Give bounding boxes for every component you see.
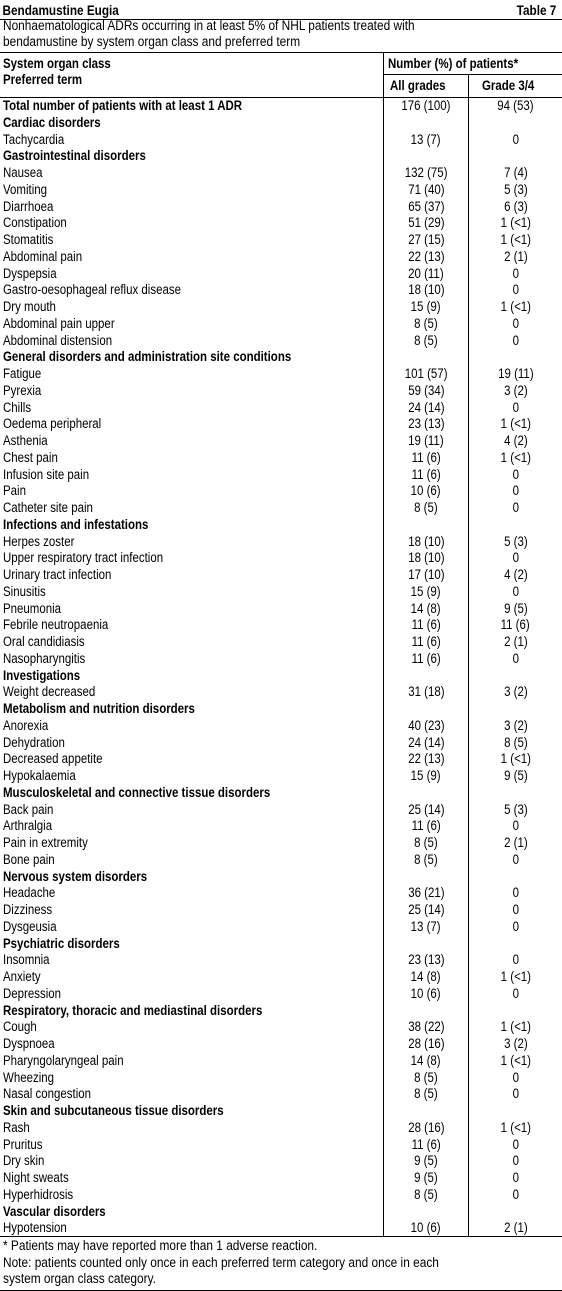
category-row xyxy=(0,115,562,132)
all-grades-value: 24 (14) xyxy=(407,399,445,415)
system-organ-class: Infections and infestations xyxy=(3,516,149,532)
system-organ-class: Skin and subcutaneous tissue disorders xyxy=(3,1103,224,1118)
preferred-term: Anxiety xyxy=(3,969,41,984)
grade34-value: 2 (1) xyxy=(503,634,528,649)
all-grades-value: 11 (6) xyxy=(411,818,441,834)
all-grades-value: 23 (13) xyxy=(407,952,445,968)
grade34-value: 7 (4) xyxy=(503,165,528,180)
table-body xyxy=(0,98,562,1237)
preferred-term: Dizziness xyxy=(3,902,53,917)
category-row xyxy=(0,668,562,685)
preferred-term: Anorexia xyxy=(3,717,49,733)
grade34-value: 8 (5) xyxy=(503,734,528,750)
preferred-term: Oral candidiasis xyxy=(3,634,85,649)
grade34-value: 3 (2) xyxy=(503,382,528,398)
system-organ-class: Investigations xyxy=(3,667,81,683)
table-row xyxy=(0,718,562,735)
grade34-value: 94 (53) xyxy=(497,98,534,113)
all-grades-value: 51 (29) xyxy=(407,215,445,231)
grade34-value: 0 xyxy=(512,1136,519,1152)
preferred-term: Night sweats xyxy=(3,1170,69,1185)
soc-column-header: System organ class xyxy=(3,56,111,71)
all-grades-value: 11 (6) xyxy=(411,466,441,482)
all-grades-value: 19 (11) xyxy=(408,433,444,448)
preferred-term: Infusion site pain xyxy=(3,466,90,482)
grade34-header: Grade 3/4 xyxy=(482,78,535,93)
table-row xyxy=(0,333,562,350)
all-grades-value: 10 (6) xyxy=(411,483,441,499)
footnote-note: Note: patients counted only once in each preferred term category and once in each system organ class category. xyxy=(3,1254,439,1286)
all-grades-value: 40 (23) xyxy=(407,717,445,733)
preferred-term: Total number of patients with at least 1 ADR xyxy=(3,98,243,113)
preferred-term: Wheezing xyxy=(3,1069,55,1085)
all-grades-value: 8 (5) xyxy=(414,1086,438,1102)
preferred-term: Decreased appetite xyxy=(3,751,103,767)
table-row xyxy=(0,483,562,500)
preferred-term: Dyspnoea xyxy=(3,1036,55,1051)
grade34-value: 0 xyxy=(512,918,519,934)
all-grades-header: All grades xyxy=(390,78,446,93)
preferred-term: Pneumonia xyxy=(3,600,62,616)
table-label: Table 7 xyxy=(516,1,557,18)
preferred-term: Chest pain xyxy=(3,449,58,465)
table-row xyxy=(0,132,562,149)
preferred-term: Pharyngolaryngeal pain xyxy=(3,1052,124,1068)
preferred-term: Constipation xyxy=(3,215,67,231)
preferred-term: Vomiting xyxy=(3,181,48,197)
grade34-value: 3 (2) xyxy=(503,684,528,700)
preferred-term: Catheter site pain xyxy=(3,500,93,515)
table-row xyxy=(0,969,562,986)
system-organ-class: Respiratory, thoracic and mediastinal disorders xyxy=(3,1002,263,1018)
all-grades-value: 23 (13) xyxy=(407,416,445,432)
preferred-term: Hypotension xyxy=(3,1220,67,1236)
table-row xyxy=(0,634,562,651)
preferred-term: Dehydration xyxy=(3,734,65,750)
all-grades-value: 25 (14) xyxy=(407,902,445,917)
all-grades-value: 8 (5) xyxy=(414,332,438,348)
table-row xyxy=(0,802,562,819)
category-row xyxy=(0,1103,562,1120)
all-grades-value: 59 (34) xyxy=(407,382,445,398)
system-organ-class: Gastrointestinal disorders xyxy=(3,148,146,164)
preferred-term: Dyspepsia xyxy=(3,265,57,281)
grade34-value: 0 xyxy=(512,332,519,348)
all-grades-value: 18 (10) xyxy=(407,550,445,566)
all-grades-value: 31 (18) xyxy=(407,684,445,700)
table-row xyxy=(0,467,562,484)
table-row xyxy=(0,232,562,249)
preferred-term: Abdominal distension xyxy=(3,332,113,348)
preferred-term: Arthralgia xyxy=(3,818,53,834)
grade34-value: 5 (3) xyxy=(503,801,528,817)
table-row xyxy=(0,215,562,232)
category-row xyxy=(0,349,562,366)
preferred-term: Abdominal pain xyxy=(3,248,83,264)
table-row xyxy=(0,383,562,400)
grade34-value: 5 (3) xyxy=(503,181,528,197)
preferred-term: Gastro-oesophageal reflux disease xyxy=(3,282,181,298)
preferred-term: Diarrhoea xyxy=(3,198,54,214)
preferred-term: Insomnia xyxy=(3,952,50,968)
all-grades-value: 8 (5) xyxy=(414,315,438,331)
preferred-term: Pruritus xyxy=(3,1136,43,1152)
grade34-value: 9 (5) xyxy=(503,768,528,783)
preferred-term: Depression xyxy=(3,985,62,1001)
all-grades-value: 65 (37) xyxy=(407,198,445,214)
preferred-term: Herpes zoster xyxy=(3,533,75,549)
preferred-term: Nasal congestion xyxy=(3,1086,92,1102)
group-header-rule xyxy=(384,74,562,75)
grade34-value: 0 xyxy=(512,1069,519,1085)
preferred-term: Abdominal pain upper xyxy=(3,315,115,331)
grade34-value: 0 xyxy=(512,315,519,331)
system-organ-class: Musculoskeletal and connective tissue disorders xyxy=(3,784,271,800)
footnote-asterisk: * Patients may have reported more than 1 adverse reaction. xyxy=(3,1238,318,1253)
category-row xyxy=(0,936,562,953)
grade34-value: 1 (<1) xyxy=(500,1052,531,1068)
all-grades-value: 14 (8) xyxy=(411,969,441,984)
grade34-value: 0 xyxy=(512,1186,519,1202)
all-grades-value: 14 (8) xyxy=(411,600,441,616)
grade34-value: 2 (1) xyxy=(503,1220,528,1236)
total-row xyxy=(0,98,562,115)
table-row xyxy=(0,1036,562,1053)
table-row xyxy=(0,366,562,383)
preferred-term: Nasopharyngitis xyxy=(3,650,86,666)
preferred-term: Chills xyxy=(3,399,32,415)
all-grades-value: 8 (5) xyxy=(414,851,438,867)
grade34-value: 1 (<1) xyxy=(500,969,531,984)
table-row xyxy=(0,249,562,266)
preferred-term: Urinary tract infection xyxy=(3,567,112,582)
system-organ-class: Psychiatric disorders xyxy=(3,935,120,951)
all-grades-value: 8 (5) xyxy=(414,1186,438,1202)
table-row xyxy=(0,299,562,316)
preferred-term: Tachycardia xyxy=(3,131,65,147)
category-row xyxy=(0,701,562,718)
preferred-term: Bone pain xyxy=(3,851,55,867)
grade34-value: 0 xyxy=(512,902,519,917)
grade34-value: 6 (3) xyxy=(503,198,528,214)
all-grades-value: 10 (6) xyxy=(411,1220,441,1236)
grade34-value: 5 (3) xyxy=(503,533,528,549)
table-row xyxy=(0,952,562,969)
preferred-term: Stomatitis xyxy=(3,232,54,247)
table-row xyxy=(0,1137,562,1154)
preferred-term: Hyperhidrosis xyxy=(3,1186,74,1202)
all-grades-value: 10 (6) xyxy=(411,985,441,1001)
table-row xyxy=(0,617,562,634)
table-row xyxy=(0,1086,562,1103)
preferred-term: Dry mouth xyxy=(3,299,56,314)
all-grades-value: 28 (16) xyxy=(407,1036,445,1051)
table-row xyxy=(0,282,562,299)
grade34-value: 0 xyxy=(512,985,519,1001)
all-grades-value: 36 (21) xyxy=(407,885,445,901)
all-grades-value: 38 (22) xyxy=(407,1019,445,1035)
category-row xyxy=(0,1204,562,1221)
table-row xyxy=(0,818,562,835)
table-row xyxy=(0,266,562,283)
all-grades-value: 8 (5) xyxy=(414,1069,438,1085)
table-row xyxy=(0,1053,562,1070)
table-row xyxy=(0,433,562,450)
grade34-value: 0 xyxy=(512,483,519,499)
table-row xyxy=(0,550,562,567)
all-grades-value: 11 (6) xyxy=(411,449,441,465)
grade34-value: 0 xyxy=(512,1170,519,1185)
all-grades-value: 22 (13) xyxy=(407,248,445,264)
table-row xyxy=(0,199,562,216)
preferred-term: Cough xyxy=(3,1019,37,1035)
table-row xyxy=(0,735,562,752)
grade34-value: 0 xyxy=(512,583,519,599)
all-grades-value: 15 (9) xyxy=(411,768,441,783)
preferred-term: Nausea xyxy=(3,165,43,180)
table-row xyxy=(0,684,562,701)
grade34-value: 1 (<1) xyxy=(500,299,531,314)
all-grades-value: 28 (16) xyxy=(407,1119,445,1135)
table-bottom-rule xyxy=(0,1236,562,1237)
grade34-value: 1 (<1) xyxy=(500,1119,531,1135)
system-organ-class: Nervous system disorders xyxy=(3,868,148,884)
all-grades-value: 9 (5) xyxy=(414,1153,438,1169)
preferred-term: Asthenia xyxy=(3,433,48,448)
all-grades-value: 15 (9) xyxy=(411,583,441,599)
table-row xyxy=(0,1170,562,1187)
table-row xyxy=(0,651,562,668)
grade34-value: 0 xyxy=(512,885,519,901)
all-grades-value: 11 (6) xyxy=(411,650,441,666)
grade34-value: 1 (<1) xyxy=(500,215,531,231)
table-row xyxy=(0,852,562,869)
all-grades-value: 17 (10) xyxy=(407,567,445,582)
all-grades-value: 13 (7) xyxy=(411,918,441,934)
table-row xyxy=(0,1070,562,1087)
grade34-value: 0 xyxy=(512,952,519,968)
table-row xyxy=(0,165,562,182)
grade34-value: 9 (5) xyxy=(503,600,528,616)
all-grades-value: 18 (10) xyxy=(407,533,445,549)
system-organ-class: Vascular disorders xyxy=(3,1203,106,1219)
table-row xyxy=(0,986,562,1003)
table-caption: Nonhaematological ADRs occurring in at least 5% of NHL patients treated with bendamustine by system organ class and preferred term xyxy=(3,18,415,49)
all-grades-value: 176 (100) xyxy=(401,98,451,113)
grade34-value: 0 xyxy=(512,1086,519,1102)
grade34-value: 0 xyxy=(512,399,519,415)
all-grades-value: 14 (8) xyxy=(411,1052,441,1068)
grade34-value: 0 xyxy=(512,550,519,566)
table-row xyxy=(0,1220,562,1237)
table-row xyxy=(0,1153,562,1170)
preferred-term: Dry skin xyxy=(3,1153,45,1169)
preferred-term: Hypokalaemia xyxy=(3,768,76,783)
grade34-value: 1 (<1) xyxy=(500,416,531,432)
grade34-value: 0 xyxy=(512,265,519,281)
all-grades-value: 25 (14) xyxy=(407,801,445,817)
table-row xyxy=(0,500,562,517)
table-row xyxy=(0,182,562,199)
all-grades-value: 18 (10) xyxy=(407,282,445,298)
category-row xyxy=(0,785,562,802)
table-row xyxy=(0,567,562,584)
table-row xyxy=(0,400,562,417)
preferred-term: Oedema peripheral xyxy=(3,416,102,432)
preferred-term: Back pain xyxy=(3,801,54,817)
grade34-value: 0 xyxy=(512,851,519,867)
all-grades-value: 24 (14) xyxy=(407,734,445,750)
document-header xyxy=(0,0,562,19)
category-row xyxy=(0,517,562,534)
table-row xyxy=(0,885,562,902)
grade34-value: 4 (2) xyxy=(503,567,528,582)
table-row xyxy=(0,768,562,785)
grade34-value: 0 xyxy=(512,1153,519,1169)
table-row xyxy=(0,1187,562,1204)
table-row xyxy=(0,835,562,852)
preferred-term: Fatigue xyxy=(3,366,42,381)
patients-group-header: Number (%) of patients* xyxy=(388,56,519,71)
preferred-term: Febrile neutropaenia xyxy=(3,617,109,633)
preferred-term: Upper respiratory tract infection xyxy=(3,550,164,566)
preferred-term: Pain xyxy=(3,483,26,499)
caption-rule xyxy=(0,52,562,53)
table-footnotes xyxy=(3,1238,478,1288)
grade34-value: 11 (6) xyxy=(500,617,531,633)
all-grades-value: 132 (75) xyxy=(404,165,448,180)
product-name: Bendamustine Eugia xyxy=(2,1,119,18)
all-grades-value: 27 (15) xyxy=(407,232,445,247)
table-row xyxy=(0,1019,562,1036)
preferred-term: Pain in extremity xyxy=(3,835,88,850)
all-grades-value: 101 (57) xyxy=(404,366,448,381)
preferred-term: Headache xyxy=(3,885,56,901)
grade34-value: 0 xyxy=(512,466,519,482)
all-grades-value: 20 (11) xyxy=(408,265,444,281)
grade34-value: 1 (<1) xyxy=(500,449,531,465)
grade34-value: 3 (2) xyxy=(503,1036,528,1051)
all-grades-value: 13 (7) xyxy=(411,131,441,147)
table-row xyxy=(0,919,562,936)
all-grades-value: 11 (6) xyxy=(411,617,441,633)
grade34-value: 1 (<1) xyxy=(500,232,531,247)
pt-column-header: Preferred term xyxy=(3,72,83,87)
all-grades-value: 8 (5) xyxy=(414,835,438,850)
preferred-term: Rash xyxy=(3,1119,30,1135)
table-row xyxy=(0,751,562,768)
grade34-value: 0 xyxy=(512,650,519,666)
grade34-value: 3 (2) xyxy=(503,717,528,733)
grade34-value: 1 (<1) xyxy=(500,1019,531,1035)
category-row xyxy=(0,148,562,165)
all-grades-value: 22 (13) xyxy=(407,751,445,767)
grade34-value: 0 xyxy=(512,282,519,298)
all-grades-value: 8 (5) xyxy=(414,500,438,515)
grade34-value: 1 (<1) xyxy=(500,751,531,767)
table-row xyxy=(0,534,562,551)
category-row xyxy=(0,1003,562,1020)
grade34-value: 19 (11) xyxy=(497,366,534,381)
table-row xyxy=(0,601,562,618)
table-row xyxy=(0,584,562,601)
all-grades-value: 71 (40) xyxy=(407,181,445,197)
table-row xyxy=(0,1120,562,1137)
grade34-value: 0 xyxy=(512,131,519,147)
category-row xyxy=(0,869,562,886)
system-organ-class: General disorders and administration site conditions xyxy=(3,349,292,365)
system-organ-class: Cardiac disorders xyxy=(3,114,101,130)
preferred-term: Sinusitis xyxy=(3,583,46,599)
system-organ-class: Metabolism and nutrition disorders xyxy=(3,701,195,716)
preferred-term: Pyrexia xyxy=(3,382,42,398)
table-row xyxy=(0,316,562,333)
grade34-value: 2 (1) xyxy=(503,835,528,850)
grade34-value: 4 (2) xyxy=(503,433,528,448)
table-row xyxy=(0,416,562,433)
grade34-value: 0 xyxy=(512,500,519,515)
preferred-term: Weight decreased xyxy=(3,684,96,700)
preferred-term: Dysgeusia xyxy=(3,918,57,934)
grade34-value: 2 (1) xyxy=(503,248,528,264)
all-grades-value: 11 (6) xyxy=(411,1136,441,1152)
grade34-value: 0 xyxy=(512,818,519,834)
all-grades-value: 9 (5) xyxy=(414,1170,438,1185)
table-row xyxy=(0,902,562,919)
all-grades-value: 11 (6) xyxy=(411,634,441,649)
table-row xyxy=(0,450,562,467)
all-grades-value: 15 (9) xyxy=(411,299,441,314)
